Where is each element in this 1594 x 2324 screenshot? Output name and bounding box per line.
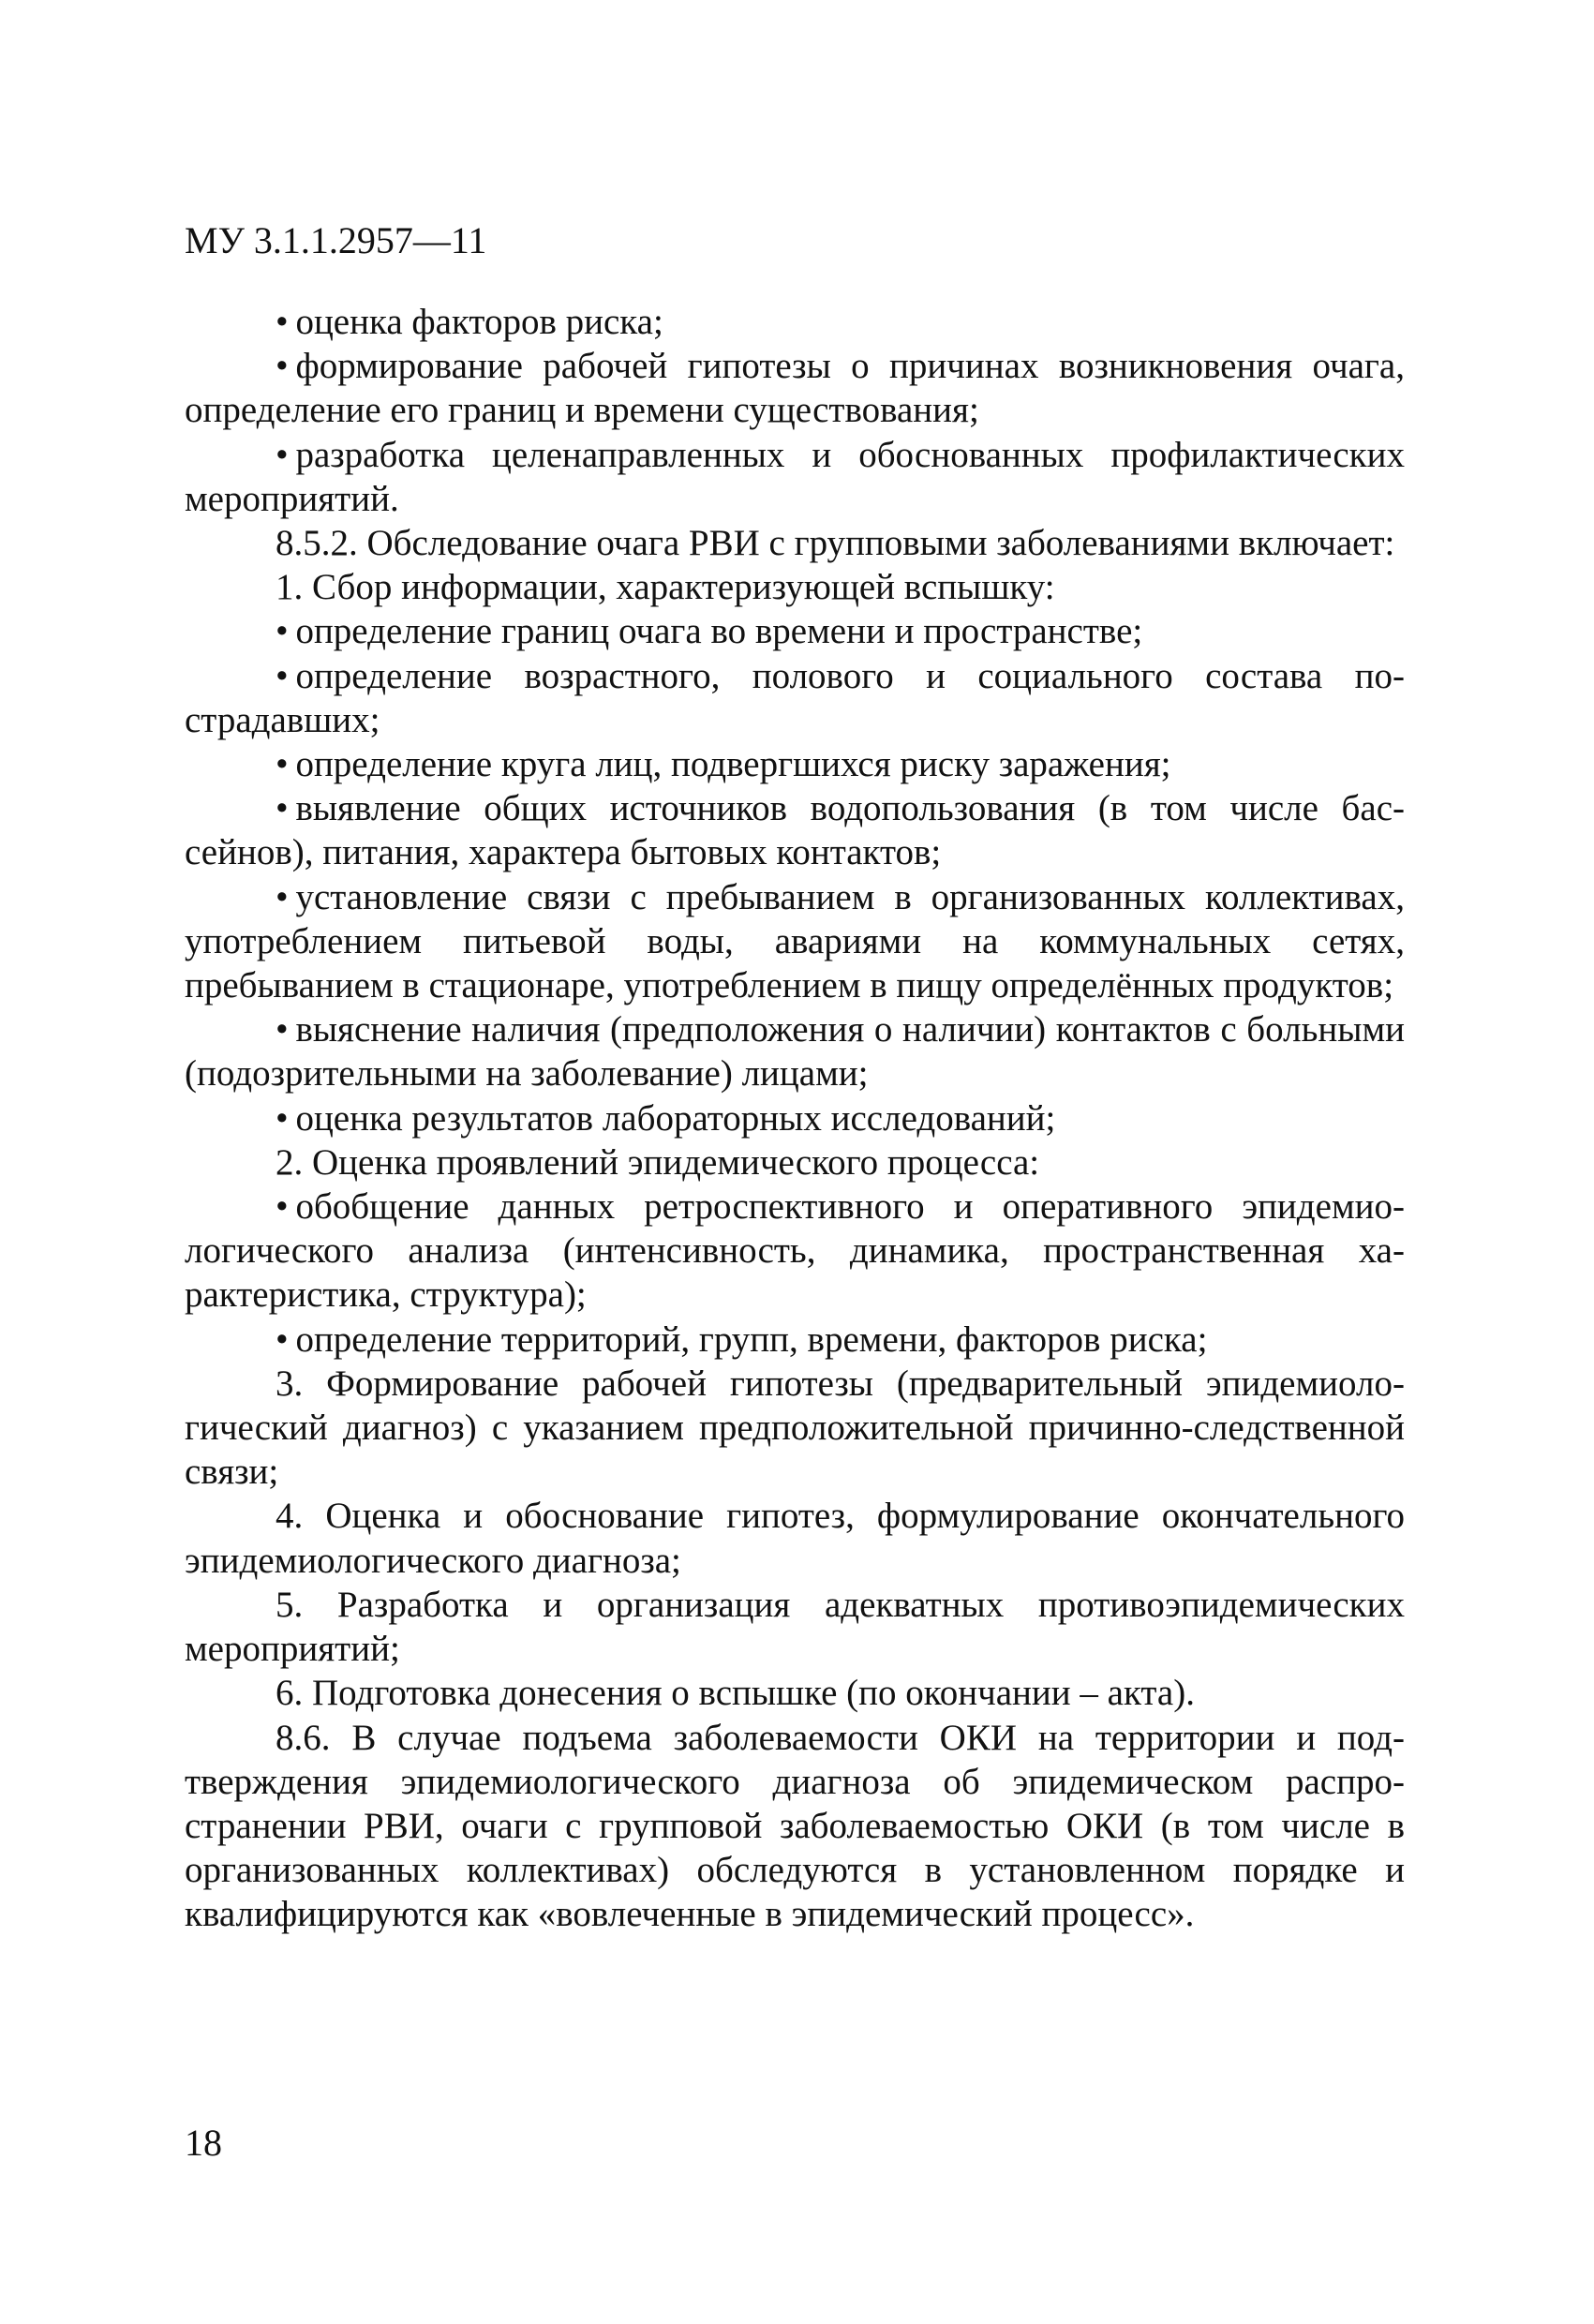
bullet-marker: • bbox=[276, 655, 289, 696]
bullet-item bbox=[185, 742, 1405, 786]
numbered-paragraph bbox=[185, 1671, 1405, 1715]
numbered-paragraph bbox=[185, 1494, 1405, 1582]
bullet-marker: • bbox=[276, 302, 289, 342]
paragraph-text: оценка результатов лабораторных исследований; bbox=[295, 1097, 1056, 1139]
paragraph-text: разработка целенаправленных и обоснованных профилактических мероприятий. bbox=[185, 434, 1405, 519]
paragraph-text: 4. Оценка и обоснование гипотез, формулирование окончательного эпидемиологического диагноза; bbox=[185, 1496, 1405, 1581]
paragraph-text: оценка факторов риска; bbox=[295, 302, 663, 342]
bullet-item bbox=[185, 786, 1405, 874]
bullet-marker: • bbox=[276, 788, 289, 829]
paragraph-text: выявление общих источников водопользования (в том числе бассейнов), питания, характера бытовых контактов; bbox=[185, 788, 1405, 873]
bullet-marker: • bbox=[276, 434, 289, 475]
paragraph-text: 2. Оценка проявлений эпидемического процесса: bbox=[276, 1141, 1040, 1183]
bullet-item bbox=[185, 300, 1405, 344]
bullet-marker: • bbox=[276, 346, 289, 387]
bullet-item bbox=[185, 1007, 1405, 1095]
bullet-item bbox=[185, 344, 1405, 432]
bullet-marker: • bbox=[276, 1318, 289, 1360]
numbered-paragraph bbox=[185, 1140, 1405, 1184]
paragraph-text: 8.5.2. Обследование очага РВИ с групповыми заболеваниями включает: bbox=[276, 523, 1395, 564]
paragraph-text: определение круга лиц, подвергшихся риску заражения; bbox=[295, 744, 1171, 785]
paragraph-text: выяснение наличия (предположения о наличии) контактов с больными (подозрительными на заболевание) лицами; bbox=[185, 1009, 1405, 1095]
page-number: 18 bbox=[185, 2122, 222, 2164]
paragraph-text: формирование рабочей гипотезы о причинах возникновения очага, определение его границ и времени существования; bbox=[185, 346, 1405, 431]
bullet-item bbox=[185, 654, 1405, 742]
bullet-marker: • bbox=[276, 1186, 289, 1228]
document-body bbox=[185, 300, 1405, 1937]
paragraph-text: определение возрастного, полового и социального состава пострадавших; bbox=[185, 655, 1405, 740]
paragraph-text: определение территорий, групп, времени, факторов риска; bbox=[295, 1318, 1208, 1360]
bullet-item bbox=[185, 1318, 1405, 1362]
bullet-marker: • bbox=[276, 744, 289, 785]
bullet-item bbox=[185, 1184, 1405, 1318]
numbered-paragraph bbox=[185, 521, 1405, 565]
numbered-paragraph bbox=[185, 565, 1405, 609]
paragraph-text: определение границ очага во времени и пространстве; bbox=[295, 611, 1143, 652]
numbered-paragraph bbox=[185, 1583, 1405, 1671]
paragraph-text: 8.6. В случае подъема заболеваемости ОКИ на территории и подтверждения эпидемиологического диагноза об эпидемическом распространении РВИ, очаги с групповой заболеваемостью ОКИ (в том числе в организованных коллективах) обследуются в установленном порядке и квалифицируются как «вовлеченные в эпидемический процесс». bbox=[185, 1717, 1405, 1935]
bullet-item bbox=[185, 1096, 1405, 1140]
bullet-item bbox=[185, 433, 1405, 521]
numbered-paragraph bbox=[185, 1362, 1405, 1495]
paragraph-text: 5. Разработка и организация адекватных противоэпидемических мероприятий; bbox=[185, 1584, 1405, 1670]
numbered-paragraph bbox=[185, 1716, 1405, 1937]
bullet-marker: • bbox=[276, 611, 289, 652]
paragraph-text: 6. Подготовка донесения о вспышке (по окончании – акта). bbox=[276, 1673, 1195, 1714]
bullet-item bbox=[185, 609, 1405, 653]
bullet-marker: • bbox=[276, 1097, 289, 1139]
paragraph-text: установление связи с пребыванием в организованных коллективах, употреблением питьевой воды, авариями на коммунальных сетях, пребыванием в стационаре, употреблением в пищу определённых продуктов; bbox=[185, 876, 1405, 1006]
document-code-header: МУ 3.1.1.2957—11 bbox=[185, 219, 487, 261]
paragraph-text: обобщение данных ретроспективного и оперативного эпидемиологического анализа (интенсивность, динамика, пространственная характеристика, структура); bbox=[185, 1186, 1405, 1316]
bullet-marker: • bbox=[276, 1009, 289, 1050]
bullet-marker: • bbox=[276, 876, 289, 917]
bullet-item bbox=[185, 875, 1405, 1008]
paragraph-text: 1. Сбор информации, характеризующей вспышку: bbox=[276, 567, 1055, 608]
paragraph-text: 3. Формирование рабочей гипотезы (предварительный эпидемиологический диагноз) с указанием предположительной причинно-следственной связи; bbox=[185, 1363, 1405, 1493]
